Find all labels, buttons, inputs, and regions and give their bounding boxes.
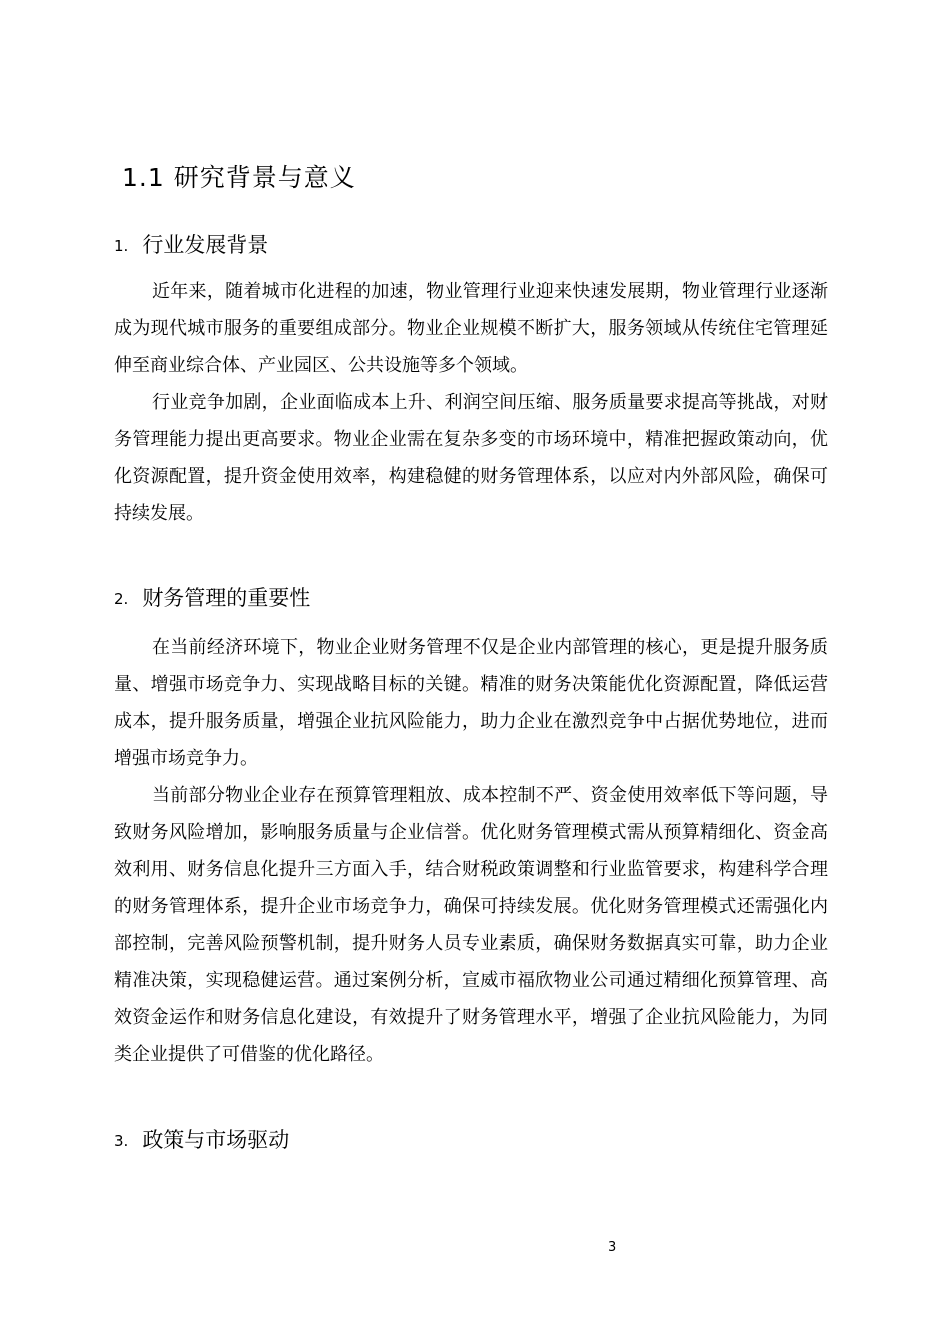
subsection-number: 3.: [114, 1132, 129, 1150]
subsection-heading-3: [114, 1124, 289, 1157]
paragraph: 行业竞争加剧，企业面临成本上升、利润空间压缩、服务质量要求提高等挑战，对财务管理能力提出更高要求。物业企业需在复杂多变的市场环境中，精准把握政策动向，优化资源配置，提升资金使用效率，构建稳健的财务管理体系，以应对内外部风险，确保可持续发展。: [114, 392, 828, 524]
subsection-title: 政策与市场驱动: [142, 1128, 290, 1152]
subsection-heading-2: [114, 582, 310, 615]
subsection-number: 1.: [114, 237, 129, 255]
subsection-title: 行业发展背景: [142, 233, 269, 257]
subsection-title: 财务管理的重要性: [142, 586, 311, 610]
section-title: 1.1 研究背景与意义: [122, 163, 356, 192]
paragraph: 在当前经济环境下，物业企业财务管理不仅是企业内部管理的核心，更是提升服务质量、增强市场竞争力、实现战略目标的关键。精准的财务决策能优化资源配置，降低运营成本，提升服务质量，增强企业抗风险能力，助力企业在激烈竞争中占据优势地位，进而增强市场竞争力。: [114, 637, 828, 769]
page-number: 3: [608, 1240, 617, 1255]
subsection-number: 2.: [114, 590, 129, 608]
subsection-heading-1: [114, 229, 268, 262]
paragraph: 当前部分物业企业存在预算管理粗放、成本控制不严、资金使用效率低下等问题，导致财务风险增加，影响服务质量与企业信誉。优化财务管理模式需从预算精细化、资金高效利用、财务信息化提升三方面入手，结合财税政策调整和行业监管要求，构建科学合理的财务管理体系，提升企业市场竞争力，确保可持续发展。优化财务管理模式还需强化内部控制，完善风险预警机制，提升财务人员专业素质，确保财务数据真实可靠，助力企业精准决策，实现稳健运营。通过案例分析，宣威市福欣物业公司通过精细化预算管理、高效资金运作和财务信息化建设，有效提升了财务管理水平，增强了企业抗风险能力，为同类企业提供了可借鉴的优化路径。: [114, 785, 828, 1065]
paragraph: 近年来，随着城市化进程的加速，物业管理行业迎来快速发展期，物业管理行业逐渐成为现代城市服务的重要组成部分。物业企业规模不断扩大，服务领域从传统住宅管理延伸至商业综合体、产业园区、公共设施等多个领域。: [114, 281, 828, 376]
